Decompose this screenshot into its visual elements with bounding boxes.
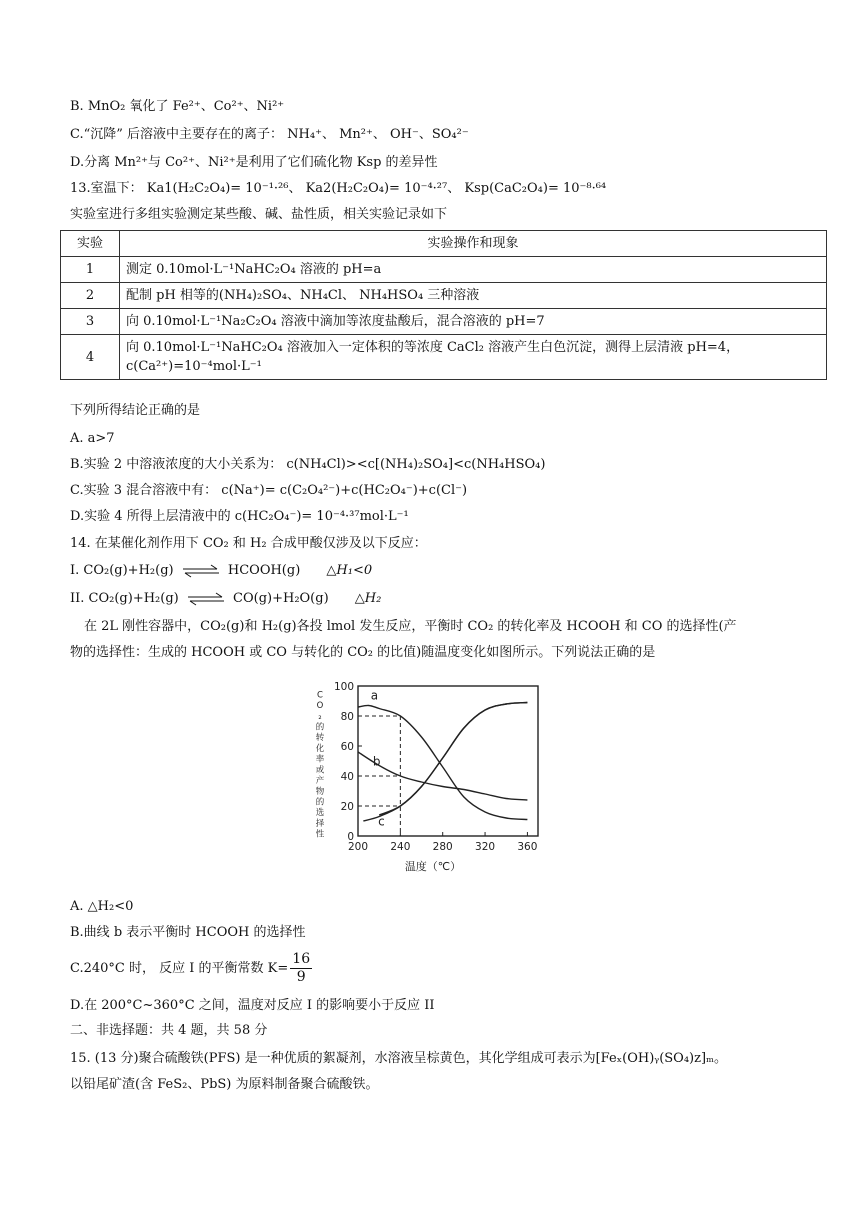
- reaction-1: [70, 562, 372, 580]
- series-line-a: [358, 705, 527, 819]
- reaction-1-reactants: I. CO₂(g)+H₂(g): [70, 563, 174, 578]
- q14-option-d: D.在 200°C~360°C 之间，温度对反应 I 的影响要小于反应 II: [70, 998, 435, 1013]
- reaction-2-products: CO(g)+H₂O(g): [233, 591, 329, 606]
- table-cell-id: 4: [61, 335, 120, 380]
- table-cell-line: 向 0.10mol·L⁻¹NaHC₂O₄ 溶液加入一定体积的等浓度 CaCl₂ 溶液产生白色沉淀，测得上层清液 pH=4，: [126, 340, 740, 355]
- y-tick-label: 60: [340, 741, 354, 753]
- reaction-1-enthalpy: △H₁<0: [326, 563, 373, 578]
- reaction-2-enthalpy: △H₂: [354, 591, 382, 606]
- y-axis-label-char: 物: [315, 786, 325, 797]
- table-header-cell: 实验: [61, 231, 120, 257]
- table-cell-id: 3: [61, 309, 120, 335]
- series-line-b: [358, 752, 527, 800]
- table-header-cell: 实验操作和现象: [120, 231, 827, 257]
- y-tick-label: 80: [340, 711, 354, 723]
- y-tick-label: 20: [340, 801, 354, 813]
- x-tick-label: 200: [347, 841, 369, 853]
- q13-option-d: D.实验 4 所得上层清液中的 c(HC₂O₄⁻)= 10⁻⁴·³⁷mol·L⁻¹: [70, 509, 409, 524]
- q15-line1: 15. (13 分)聚合硫酸铁(PFS) 是一种优质的絮凝剂，水溶液呈棕黄色，其化学组成可表示为[Feₓ(OH)ᵧ(SO₄)z]ₘ。: [70, 1051, 728, 1066]
- y-tick-label: 100: [333, 681, 354, 693]
- y-axis-label-char: 选: [315, 808, 325, 819]
- y-axis-label-char: 率: [315, 754, 325, 765]
- table-cell-id: 1: [61, 257, 120, 283]
- y-axis-label: [316, 690, 325, 839]
- q12-option-c: C.“沉降” 后溶液中主要存在的离子： NH₄⁺、 Mn²⁺、 OH⁻、SO₄²⁻: [70, 127, 469, 142]
- y-axis-label-char: 择: [315, 818, 325, 829]
- table-row: [61, 335, 827, 380]
- q13-intro: 实验室进行多组实验测定某些酸、碱、盐性质，相关实验记录如下: [70, 207, 448, 222]
- q13-option-a: A. a>7: [70, 431, 115, 446]
- q13-option-c: C.实验 3 混合溶液中有： c(Na⁺)= c(C₂O₄²⁻)+c(HC₂O₄⁻)+c(Cl⁻): [70, 483, 468, 498]
- table-row: [61, 257, 827, 283]
- q14-option-b: B.曲线 b 表示平衡时 HCOOH 的选择性: [70, 925, 306, 940]
- curve-label-a: a: [370, 688, 379, 703]
- fraction-numerator: 16: [292, 951, 311, 967]
- curve-label-c: c: [378, 814, 385, 829]
- table-cell-line: c(Ca²⁺)=10⁻⁴mol·L⁻¹: [126, 359, 262, 374]
- table-row: [61, 309, 827, 335]
- reaction-2: [70, 590, 381, 608]
- selectivity-chart: [300, 678, 550, 878]
- q15-line2: 以铅尾矿渣(含 FeS₂、PbS) 为原料制备聚合硫酸铁。: [70, 1077, 379, 1092]
- y-axis-label-char: 化: [315, 743, 325, 754]
- x-tick-label: 320: [475, 841, 496, 853]
- table-cell-text: 配制 pH 相等的(NH₄)₂SO₄、NH₄Cl、 NH₄HSO₄ 三种溶液: [120, 283, 827, 309]
- q14-option-c-text: C.240°C 时， 反应 I 的平衡常数 K=: [70, 961, 289, 976]
- y-axis-label-char: O: [316, 701, 324, 712]
- q14-option-c: [70, 949, 312, 989]
- table-cell-text: [120, 335, 827, 380]
- table-cell-text: 向 0.10mol·L⁻¹Na₂C₂O₄ 溶液中滴加等浓度盐酸后，混合溶液的 pH=7: [120, 309, 827, 335]
- section-heading: 二、非选择题：共 4 题，共 58 分: [70, 1023, 268, 1038]
- x-tick-label: 360: [517, 841, 538, 853]
- experiment-table: [60, 230, 827, 380]
- y-axis-label-char: 或: [315, 765, 325, 776]
- y-axis-label-char: C: [317, 690, 323, 701]
- q12-option-b: B. MnO₂ 氧化了 Fe²⁺、Co²⁺、Ni²⁺: [70, 99, 285, 114]
- y-axis-label-char: 转: [315, 733, 325, 744]
- q14-stem: 14. 在某催化剂作用下 CO₂ 和 H₂ 合成甲酸仅涉及以下反应：: [70, 536, 427, 551]
- q13-stem: 13.室温下： Ka1(H₂C₂O₄)= 10⁻¹·²⁶、 Ka2(H₂C₂O₄)= 10⁻⁴·²⁷、 Ksp(CaC₂O₄)= 10⁻⁸·⁶⁴: [70, 181, 607, 196]
- series-line-c: [363, 703, 527, 822]
- table-header-row: [61, 231, 827, 257]
- y-axis-label-char: ₂: [318, 711, 322, 722]
- x-tick-label: 240: [390, 841, 411, 853]
- y-axis-label-char: 性: [315, 829, 325, 840]
- q13-question: 下列所得结论正确的是: [70, 403, 201, 418]
- curve-label-b: b: [372, 754, 381, 769]
- table-cell-text: 测定 0.10mol·L⁻¹NaHC₂O₄ 溶液的 pH=a: [120, 257, 827, 283]
- q14-description-line1: 在 2L 刚性容器中，CO₂(g)和 H₂(g)各投 lmol 发生反应，平衡时 CO₂ 的转化率及 HCOOH 和 CO 的选择性(产: [84, 619, 737, 634]
- equilibrium-arrow-icon: [186, 592, 226, 606]
- fraction-denominator: 9: [296, 969, 306, 985]
- x-axis-label: 温度（℃）: [404, 860, 462, 873]
- y-axis-label-char: 的: [315, 722, 325, 733]
- reaction-1-products: HCOOH(g): [227, 563, 301, 578]
- equilibrium-arrow-icon: [181, 564, 221, 578]
- y-tick-label: 40: [340, 771, 354, 783]
- reaction-2-reactants: II. CO₂(g)+H₂(g): [70, 591, 179, 606]
- chart-series: [358, 689, 527, 829]
- q14-description-line2: 物的选择性：生成的 HCOOH 或 CO 与转化的 CO₂ 的比值)随温度变化如图所示。下列说法正确的是: [70, 645, 656, 660]
- q14-option-a: A. △H₂<0: [70, 899, 134, 914]
- table-cell-id: 2: [61, 283, 120, 309]
- table-row: [61, 283, 827, 309]
- y-axis-label-char: 产: [315, 776, 325, 787]
- q12-option-d: D.分离 Mn²⁺与 Co²⁺、Ni²⁺是利用了它们硫化物 Ksp 的差异性: [70, 155, 438, 170]
- fraction: [290, 951, 312, 986]
- q13-option-b: B.实验 2 中溶液浓度的大小关系为： c(NH₄Cl)><c[(NH₄)₂SO₄]<c(NH₄HSO₄): [70, 457, 546, 472]
- x-tick-label: 280: [432, 841, 453, 853]
- y-tick-label: 0: [347, 831, 354, 843]
- y-axis-label-char: 的: [315, 797, 325, 808]
